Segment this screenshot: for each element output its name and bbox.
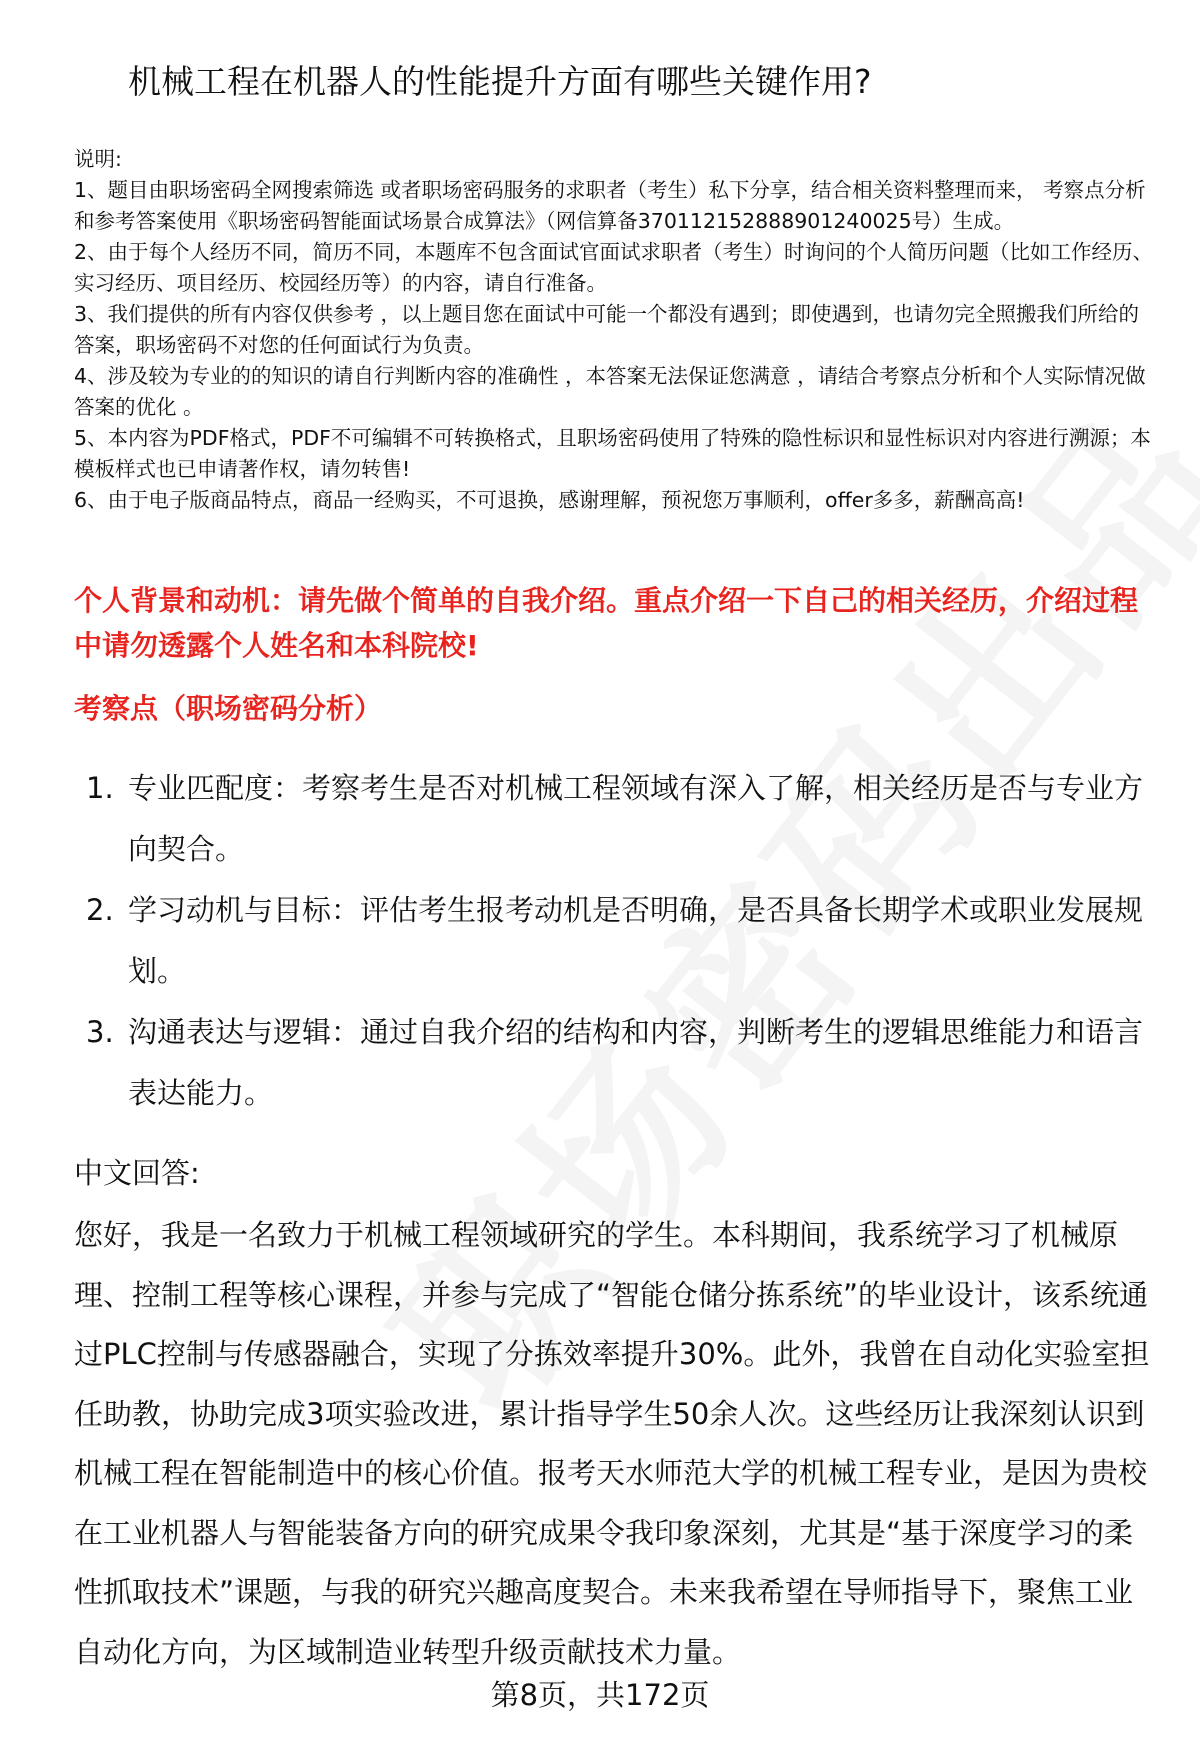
note-item: 5、本内容为PDF格式，PDF不可编辑不可转换格式，且职场密码使用了特殊的隐性标识和显性标识对内容进行溯源；本模板样式也已申请著作权，请勿转售!	[74, 426, 1151, 481]
note-item: 4、涉及较为专业的的知识的请自行判断内容的准确性 ，本答案无法保证您满意 ，请结合考察点分析和个人实际情况做答案的优化 。	[74, 364, 1146, 419]
analysis-heading: 考察点（职场密码分析）	[74, 692, 383, 725]
analysis-point	[74, 758, 1159, 880]
answer-body: 您好，我是一名致力于机械工程领域研究的学生。本科期间，我系统学习了机械原理、控制工程等核心课程，并参与完成了“智能仓储分拣系统”的毕业设计，该系统通过PLC控制与传感器融合，实现了分拣效率提升30%。此外，我曾在自动化实验室担任助教，协助完成3项实验改进，累计指导学生50余人次。这些经历让我深刻认识到机械工程在智能制造中的核心价值。报考天水师范大学的机械工程专业，是因为贵校在工业机器人与智能装备方向的研究成果令我印象深刻，尤其是“基于深度学习的柔性抓取技术”课题，与我的研究兴趣高度契合。未来我希望在导师指导下，聚焦工业自动化方向，为区域制造业转型升级贡献技术力量。	[74, 1218, 1150, 1669]
page-title: 机械工程在机器人的性能提升方面有哪些关键作用?	[128, 62, 872, 101]
analysis-point	[74, 1002, 1159, 1124]
answer-label: 中文回答:	[74, 1156, 200, 1190]
analysis-point	[74, 880, 1159, 1002]
point-number: 2.	[86, 893, 114, 927]
page-footer: 第8页，共172页	[490, 1678, 710, 1712]
notes-section	[74, 144, 1159, 516]
point-text: 沟通表达与逻辑：通过自我介绍的结构和内容，判断考生的逻辑思维能力和语言表达能力。	[128, 1015, 1144, 1110]
point-number: 1.	[86, 771, 114, 805]
point-text: 学习动机与目标：评估考生报考动机是否明确，是否具备长期学术或职业发展规划。	[128, 893, 1144, 988]
point-text: 专业匹配度：考察考生是否对机械工程领域有深入了解，相关经历是否与专业方向契合。	[128, 771, 1144, 866]
note-item: 2、由于每个人经历不同，简历不同，本题库不包含面试官面试求职者（考生）时询问的个人简历问题（比如工作经历、实习经历、项目经历、校园经历等）的内容，请自行准备。	[74, 240, 1154, 295]
note-item: 1、题目由职场密码全网搜索筛选 或者职场密码服务的求职者（考生）私下分享，结合相关资料整理而来， 考察点分析和参考答案使用《职场密码智能面试场景合成算法》（网信算备370112152888901240025号）生成。	[74, 178, 1146, 233]
notes-label: 说明:	[74, 147, 122, 171]
note-item: 3、我们提供的所有内容仅供参考 ，以上题目您在面试中可能一个都没有遇到；即使遇到，也请勿完全照搬我们所给的答案，职场密码不对您的任何面试行为负责。	[74, 302, 1140, 357]
question-heading: 个人背景和动机：请先做个简单的自我介绍。重点介绍一下自己的相关经历，介绍过程中请勿透露个人姓名和本科院校!	[74, 584, 1139, 662]
note-item: 6、由于电子版商品特点，商品一经购买，不可退换，感谢理解，预祝您万事顺利，offer多多，薪酬高高!	[74, 488, 1025, 512]
analysis-points-list	[74, 758, 1159, 1124]
point-number: 3.	[86, 1015, 114, 1049]
